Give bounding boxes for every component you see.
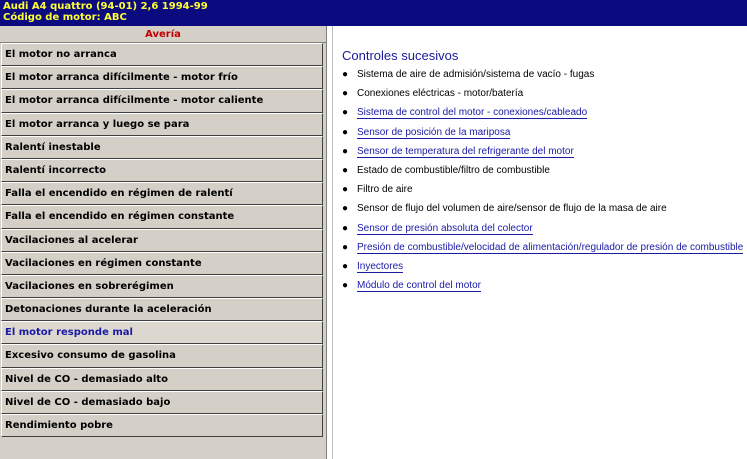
bullet-icon: ● xyxy=(342,164,349,176)
fault-item[interactable]: Falla el encendido en régimen constante xyxy=(1,205,323,228)
fault-item[interactable]: Excesivo consumo de gasolina xyxy=(1,344,323,367)
check-link[interactable]: Presión de combustible/velocidad de alimentación/regulador de presión de combustible xyxy=(357,241,744,253)
fault-item[interactable]: El motor arranca difícilmente - motor caliente xyxy=(1,89,323,112)
fault-item[interactable]: El motor no arranca xyxy=(1,43,323,66)
check-link[interactable]: Inyectores xyxy=(357,260,404,272)
fault-item[interactable]: El motor arranca y luego se para xyxy=(1,113,323,136)
check-item xyxy=(342,146,747,165)
bullet-icon: ● xyxy=(342,222,349,234)
bullet-icon: ● xyxy=(342,260,349,272)
check-text: Sensor de flujo del volumen de aire/sensor de flujo de la masa de aire xyxy=(357,203,667,215)
bullet-icon: ● xyxy=(342,126,349,138)
check-link[interactable]: Módulo de control del motor xyxy=(357,280,481,292)
check-item xyxy=(342,127,747,146)
bullet-icon: ● xyxy=(342,145,349,157)
fault-item[interactable]: Vacilaciones al acelerar xyxy=(1,229,323,252)
bullet-icon: ● xyxy=(342,280,349,292)
fault-item[interactable]: Falla el encendido en régimen de ralentí xyxy=(1,182,323,205)
check-item xyxy=(342,184,747,203)
check-text: Conexiones eléctricas - motor/batería xyxy=(357,88,524,100)
check-item xyxy=(342,88,747,107)
bullet-icon: ● xyxy=(342,184,349,196)
fault-item[interactable]: Ralentí inestable xyxy=(1,136,323,159)
title-bar xyxy=(0,0,747,26)
check-link[interactable]: Sistema de control del motor - conexiones/cableado xyxy=(357,107,588,119)
fault-item[interactable]: Nivel de CO - demasiado bajo xyxy=(1,391,323,414)
check-link[interactable]: Sensor de posición de la mariposa xyxy=(357,126,511,138)
fault-list xyxy=(0,43,326,437)
check-item xyxy=(342,223,747,242)
fault-item[interactable]: Vacilaciones en sobrerégimen xyxy=(1,275,323,298)
checks-pane xyxy=(332,26,747,459)
fault-list-pane xyxy=(0,26,327,459)
check-text: Estado de combustible/filtro de combustible xyxy=(357,164,550,176)
fault-item[interactable]: Rendimiento pobre xyxy=(1,414,323,437)
vehicle-title: Audi A4 quattro (94-01) 2,6 1994-99 xyxy=(3,1,208,12)
bullet-icon: ● xyxy=(342,107,349,119)
fault-list-heading: Avería xyxy=(0,26,326,43)
check-text: Sistema de aire de admisión/sistema de vacío - fugas xyxy=(357,69,595,80)
fault-item[interactable]: Detonaciones durante la aceleración xyxy=(1,298,323,321)
check-item xyxy=(342,107,747,126)
fault-item[interactable]: Ralentí incorrecto xyxy=(1,159,323,182)
bullet-icon: ● xyxy=(342,69,349,80)
check-item xyxy=(342,203,747,222)
check-item xyxy=(342,280,747,299)
bullet-icon: ● xyxy=(342,203,349,215)
bullet-icon: ● xyxy=(342,241,349,253)
check-item xyxy=(342,165,747,184)
check-link[interactable]: Sensor de presión absoluta del colector xyxy=(357,222,533,234)
checks-title: Controles sucesivos xyxy=(342,48,459,63)
bullet-icon: ● xyxy=(342,88,349,100)
fault-item[interactable]: Nivel de CO - demasiado alto xyxy=(1,368,323,391)
checks-list xyxy=(342,69,747,299)
fault-item-selected[interactable]: El motor responde mal xyxy=(1,321,323,344)
fault-item[interactable]: El motor arranca difícilmente - motor frío xyxy=(1,66,323,89)
fault-item[interactable]: Vacilaciones en régimen constante xyxy=(1,252,323,275)
check-text: Filtro de aire xyxy=(357,184,413,196)
check-item xyxy=(342,261,747,280)
check-item xyxy=(342,242,747,261)
engine-code: Código de motor: ABC xyxy=(3,12,127,23)
check-link[interactable]: Sensor de temperatura del refrigerante del motor xyxy=(357,145,574,157)
check-item xyxy=(342,69,747,88)
